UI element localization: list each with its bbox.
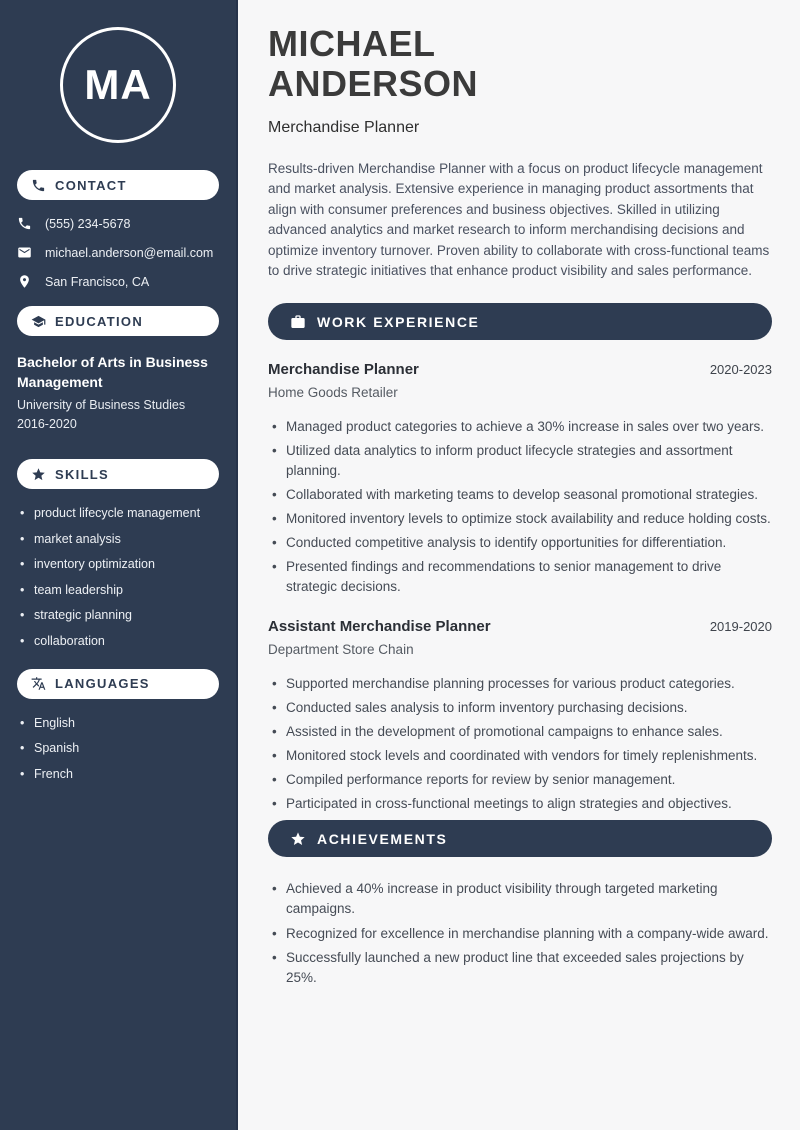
person-first-name: MICHAEL: [268, 23, 436, 64]
job-header: [268, 618, 772, 635]
job-entry: [268, 361, 772, 597]
job-bullet: • Supported merchandise planning processes for various product categories.: [268, 674, 772, 694]
job-title: Merchandise Planner: [268, 361, 419, 379]
contact-email-text: michael.anderson@email.com: [45, 245, 214, 260]
job-bullet: • Monitored inventory levels to optimize stock availability and reduce holding costs.: [268, 509, 772, 529]
job-bullet: • Managed product categories to achieve a 30% increase in sales over two years.: [268, 417, 772, 437]
work-experience-section-title: WORK EXPERIENCE: [317, 313, 480, 330]
work-experience-section-header: [268, 303, 772, 340]
skill-item: • collaboration: [17, 635, 219, 648]
job-bullet: • Conducted competitive analysis to identify opportunities for differentiation.: [268, 533, 772, 553]
skill-item: • inventory optimization: [17, 558, 219, 571]
avatar-initials: MA: [84, 61, 152, 108]
skills-section-header: [17, 459, 219, 489]
contact-section-header: [17, 170, 219, 200]
job-years: 2019-2020: [709, 619, 772, 635]
job-bullet: • Presented findings and recommendations to senior management to drive strategic decisions.: [268, 557, 772, 597]
job-header: [268, 361, 772, 378]
achievements-section-title: ACHIEVEMENTS: [317, 830, 448, 847]
job-bullet-list: [268, 417, 772, 597]
languages-section-title: LANGUAGES: [55, 676, 150, 691]
education-section-title: EDUCATION: [55, 313, 144, 329]
avatar-row: [0, 27, 236, 143]
contact-list: [17, 215, 219, 290]
education-degree: Bachelor of Arts in Business Management: [17, 354, 208, 390]
mail-icon: [17, 245, 32, 260]
translate-icon: [31, 676, 46, 691]
contact-phone-text: (555) 234-5678: [45, 216, 131, 231]
skill-item: • strategic planning: [17, 609, 219, 622]
briefcase-icon: [290, 314, 306, 330]
phone-icon: [31, 178, 46, 193]
graduation-cap-icon: [31, 314, 46, 329]
job-title: Assistant Merchandise Planner: [268, 618, 491, 636]
languages-section-header: [17, 669, 219, 699]
job-bullet: • Monitored stock levels and coordinated with vendors for timely replenishments.: [268, 746, 772, 766]
achievements-section-header: [268, 820, 772, 857]
person-name: [268, 24, 772, 104]
location-pin-icon: [17, 274, 32, 289]
achievement-bullet: • Achieved a 40% increase in product visibility through targeted marketing campaigns.: [268, 879, 772, 919]
phone-icon: [17, 216, 32, 231]
job-bullet: • Utilized data analytics to inform product lifecycle strategies and assortment planning.: [268, 441, 772, 481]
job-bullet: • Conducted sales analysis to inform inventory purchasing decisions.: [268, 698, 772, 718]
education-block: [17, 353, 219, 434]
achievement-bullet: • Successfully launched a new product line that exceeded sales projections by 25%.: [268, 948, 772, 988]
job-company: Home Goods Retailer: [268, 385, 398, 401]
skill-item: • team leadership: [17, 584, 219, 597]
job-company: Department Store Chain: [268, 642, 414, 658]
skill-item: • product lifecycle management: [17, 507, 219, 520]
person-job-title: Merchandise Planner: [268, 119, 420, 136]
skills-list: [17, 507, 219, 648]
job-bullet: • Collaborated with marketing teams to develop seasonal promotional strategies.: [268, 485, 772, 505]
education-school: University of Business Studies: [17, 398, 186, 412]
person-last-name: ANDERSON: [268, 63, 479, 104]
main-content: [238, 0, 800, 1130]
contact-section-title: CONTACT: [55, 177, 127, 193]
avatar: [60, 27, 176, 143]
language-item: • French: [17, 768, 219, 781]
job-bullet-list: [268, 674, 772, 814]
job-bullet: • Compiled performance reports for review by senior management.: [268, 770, 772, 790]
sidebar: [0, 0, 238, 1130]
language-item: • English: [17, 717, 219, 730]
contact-location-text: San Francisco, CA: [45, 274, 150, 289]
skills-section-title: SKILLS: [55, 466, 110, 482]
contact-item-location: [17, 273, 219, 290]
education-years: 2016-2020: [17, 417, 77, 431]
languages-list: [17, 717, 219, 781]
job-bullet: • Assisted in the development of promotional campaigns to enhance sales.: [268, 722, 772, 742]
language-item: • Spanish: [17, 742, 219, 755]
job-entry: [268, 618, 772, 814]
skill-item: • market analysis: [17, 533, 219, 546]
job-years: 2020-2023: [709, 362, 772, 378]
profile-summary: Results-driven Merchandise Planner with a focus on product lifecycle management and market analysis. Extensive experience in managing product assortments that align with consumer preferences and business objectives. Skilled in utilizing advanced analytics and market research to inform merchandising decisions and optimize inventory turnover. Proven ability to collaborate with cross-functional teams to drive strategic initiatives that enhance product visibility and sales performance.: [268, 161, 770, 279]
achievements-list: [268, 879, 772, 988]
achievement-bullet: • Recognized for excellence in merchandise planning with a company-wide award.: [268, 924, 772, 944]
job-bullet: • Participated in cross-functional meetings to align strategies and objectives.: [268, 794, 772, 814]
education-section-header: [17, 306, 219, 336]
star-icon: [290, 831, 306, 847]
contact-item-phone: [17, 215, 219, 232]
star-icon: [31, 467, 46, 482]
contact-item-email: [17, 244, 219, 261]
